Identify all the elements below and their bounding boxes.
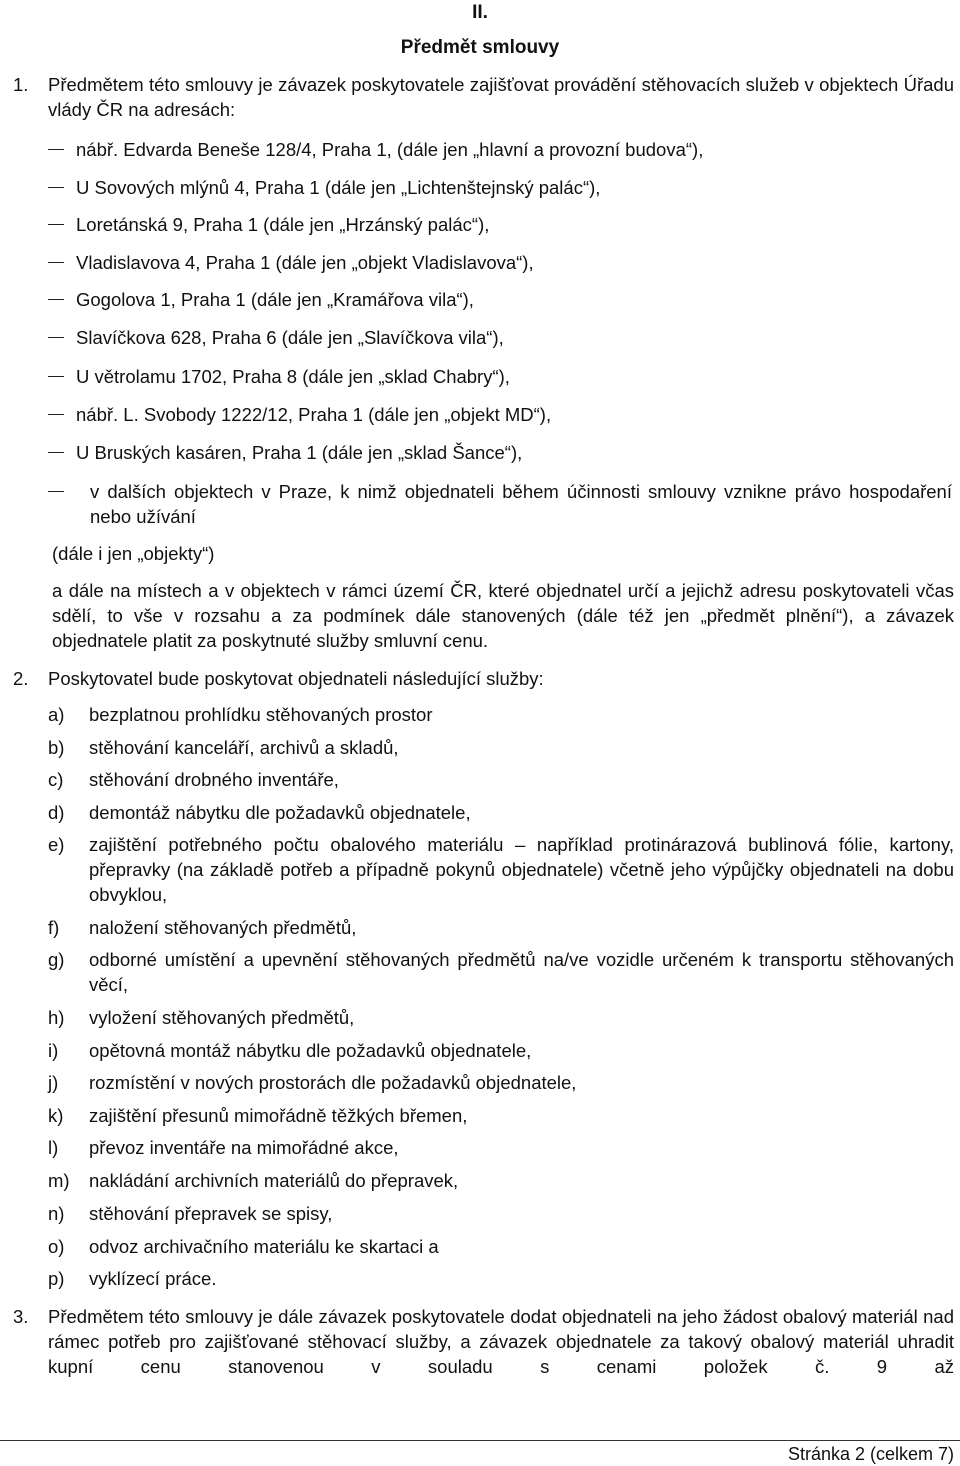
paragraph-1-number: 1. bbox=[13, 74, 29, 95]
dash-bullet bbox=[48, 491, 64, 492]
document-page: II. Předmět smlouvy 1. Předmětem této smlouvy je závazek poskytovatele zajišťovat provádění stěhovacích služeb v objektech Úřadu vlády ČR na adresách: nábř. Edvarda Beneše 128/4, Praha 1, (dále jen „hlavní a provozní budova“), U Sovových mlýnů 4, Praha 1 (dále jen „Lichtenštejnský palác“), Loretánská 9, Praha 1 (dále jen „Hrzánský palác“), Vladislavova 4, Praha 1 (dále jen „objekt Vladislavova“), Gogolova 1, Praha 1 (dále jen „Kramářova vila“), Slavíčkova 628, Praha 6 (dále jen „Slavíčkova vila“), U větrolamu 1702, Praha 8 (dále jen „sklad Chabry“), nábř. L. Svobody 1222/12, Praha 1 (dále jen „objekt MD“), U Bruských kasáren, Praha 1 (dále jen „sklad Šance“), v dalších objektech v Praze, k nimž objednateli během účinnosti smlouvy vznikne právo hospodaření nebo užívání (dále i jen „objekty“) a dále na místech a v objektech v rámci území ČR, které objednatel určí a jejichž adresu poskytovateli včas sdělí, to vše v rozsahu a za podmínek dále stanovených (dále též jen „předmět plnění“), a závazek objednatele platit za poskytnuté služby smluvní cenu. 2. Poskytovatel bude poskytovat objednateli následující služby: a) bezplatnou prohlídku stěhovaných prostor b) stěhování kanceláří, archivů a skladů, c) stěhování drobného inventáře, d) demontáž nábytku dle požadavků objednatele, e) zajištění potřebného počtu obalového materiálu – například protinárazová bublinová fólie, kartony, přepravky (na základě potřeb a případně pokynů objednatele) včetně jeho výpůjčky objednateli na dobu obvyklou, f) naložení stěhovaných předmětů, g) odborné umístění a upevnění stěhovaných předmětů na/ve vozidle určeném k transportu stěhovaných věcí, h) vyložení stěhovaných předmětů, i) opětovná montáž nábytku dle požadavků objednatele, j) rozmístění v nových prostorách dle požadavků objednatele, k) zajištění přesunů mimořádně těžkých břemen, l) převoz inventáře na mimořádné akce, m) nakládání archivních materiálů do přepravek, n) stěhování přepravek se spisy, o) odvoz archivačního materiálu ke skartaci a p) vyklízecí práce. 3. Předmětem této smlouvy je dále závazek poskytovatele dodat objednateli na jeho žádost obalový materiál nad rámec potřeb pro zajišťované stěhovací služby, a závazek objednatele za takový obalový materiál uhradit kupní cenu stanovenou v souladu s cenami položek č. 9 až Stránka 2 (celkem 7) bbox=[0, 0, 960, 1466]
dash-bullet bbox=[48, 452, 64, 453]
dash-bullet bbox=[48, 299, 64, 300]
paragraph-1-continuation: a dále na místech a v objektech v rámci území ČR, které objednatel určí a jejichž adresu poskytovateli včas sdělí, to vše v rozsahu a za podmínek dále stanovených (dále též jen „předmět plnění“), a závazek objednatele platit za poskytnuté služby smluvní cenu. bbox=[52, 580, 954, 651]
paragraph-3-text: Předmětem této smlouvy je dále závazek poskytovatele dodat objednateli na jeho žádost obalový materiál nad rámec potřeb pro zajišťované stěhovací služby, a závazek objednatele za takový obalový materiál uhradit kupní cenu stanovenou v souladu s cenami položek č. 9 až bbox=[48, 1306, 954, 1377]
dash-bullet bbox=[48, 262, 64, 263]
dash-bullet bbox=[48, 414, 64, 415]
dash-bullet bbox=[48, 149, 64, 150]
paragraph-1-text: Předmětem této smlouvy je závazek poskytovatele zajišťovat provádění stěhovacích služeb v objektech Úřadu vlády ČR na adresách: bbox=[48, 74, 954, 120]
dash-bullet bbox=[48, 376, 64, 377]
paragraph-2-text: Poskytovatel bude poskytovat objednateli následující služby: bbox=[48, 668, 544, 689]
paragraph-3-number: 3. bbox=[13, 1306, 29, 1327]
section-title: Předmět smlouvy bbox=[400, 37, 560, 58]
dash-bullet bbox=[48, 224, 64, 225]
paragraph-2-number: 2. bbox=[13, 668, 29, 689]
page-number: Stránka 2 (celkem 7) bbox=[787, 1444, 954, 1464]
section-number: II. bbox=[472, 2, 488, 23]
footer-divider bbox=[0, 1440, 960, 1441]
dash-bullet bbox=[48, 187, 64, 188]
objects-definition: (dále i jen „objekty“) bbox=[52, 543, 215, 564]
address-item: v dalších objektech v Praze, k nimž objednateli během účinnosti smlouvy vznikne právo hospodaření nebo užívání bbox=[48, 479, 953, 531]
dash-bullet bbox=[48, 337, 64, 338]
